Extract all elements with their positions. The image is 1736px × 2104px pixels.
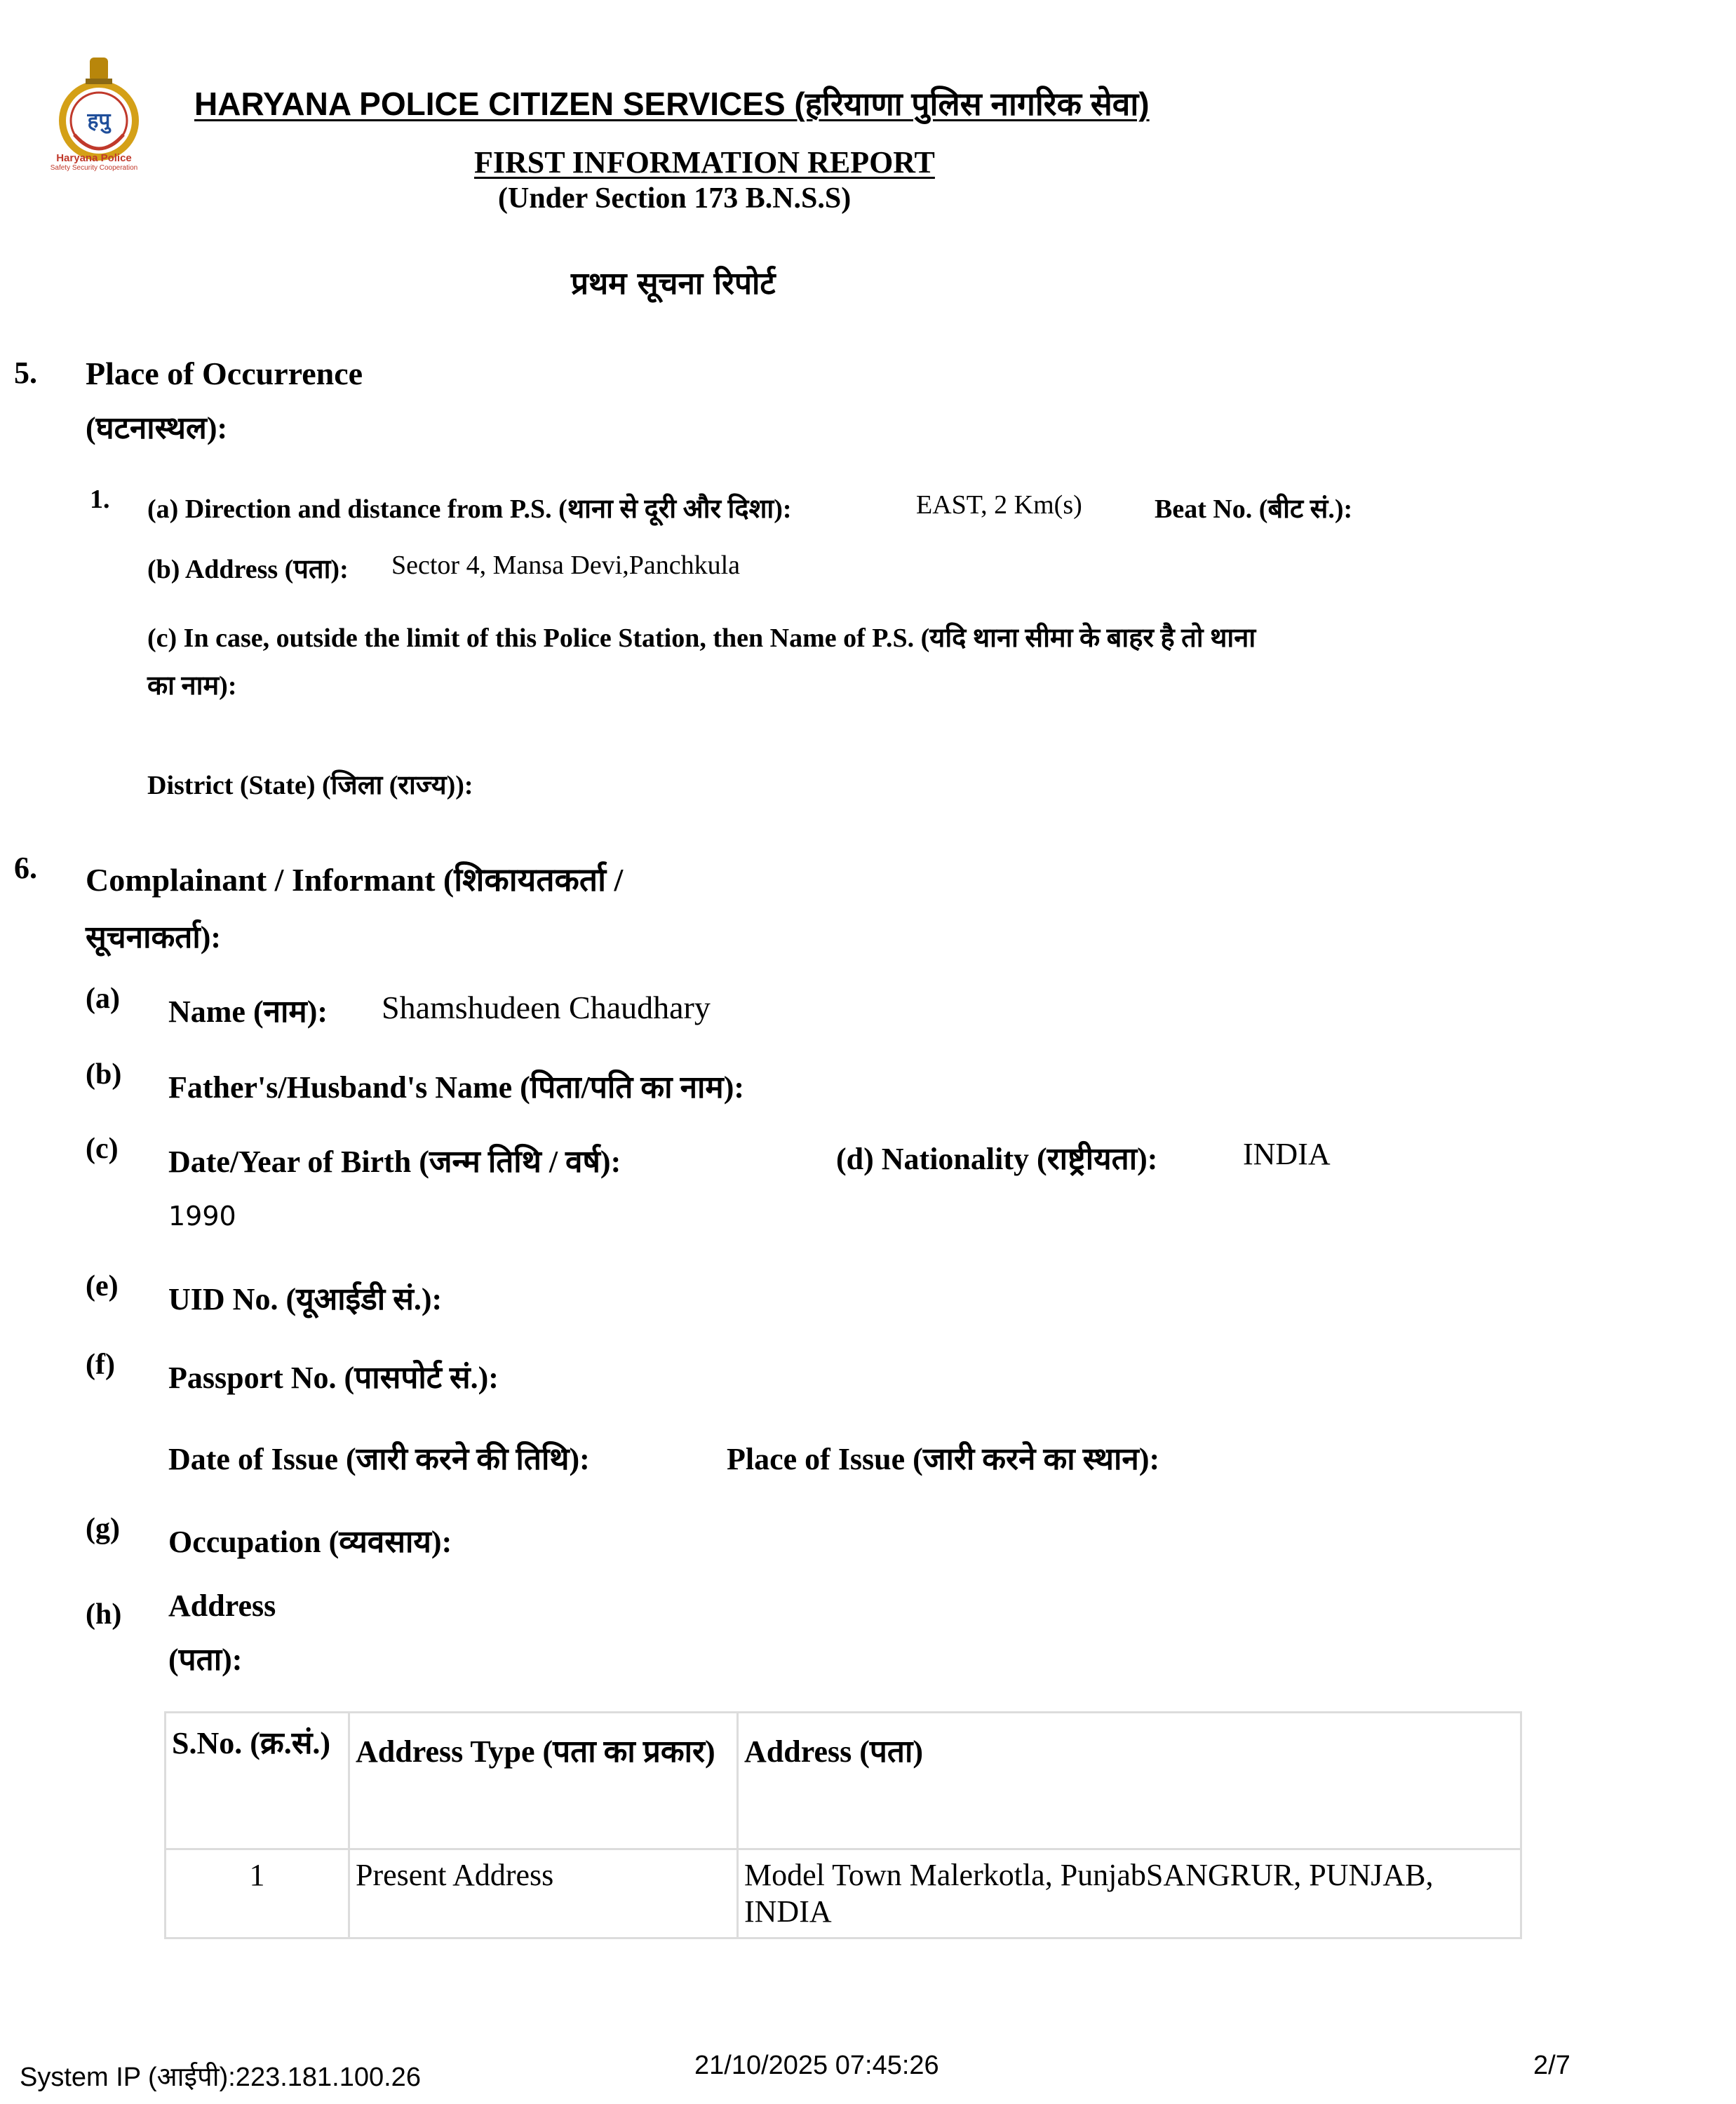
name-value: Shamshudeen Chaudhary — [382, 990, 711, 1025]
table-header-sno: S.No. (क्र.सं.) — [166, 1713, 349, 1849]
footer-system-ip: System IP (आईपी):223.181.100.26 — [20, 2063, 421, 2092]
uid-label: UID No. (यूआईडी सं.): — [168, 1282, 443, 1316]
father-name-label: Father's/Husband's Name (पिता/पति का नाम): — [168, 1070, 744, 1105]
address-table — [164, 1711, 1522, 1939]
field-letter-c: (c) — [86, 1133, 119, 1165]
footer-timestamp: 21/10/2025 07:45:26 — [694, 2051, 939, 2080]
table-cell-sno: 1 — [166, 1849, 349, 1938]
address-value: Sector 4, Mansa Devi,Panchkula — [391, 551, 741, 580]
page-title: HARYANA POLICE CITIZEN SERVICES (हरियाणा पुलिस नागरिक सेवा) — [194, 86, 1150, 122]
section5-number: 5. — [14, 356, 37, 390]
table-header-type: Address Type (पता का प्रकार) — [349, 1713, 738, 1849]
occupation-label: Occupation (व्यवसाय): — [168, 1525, 452, 1559]
logo-caption: Haryana Police — [56, 152, 132, 164]
outside-ps-label-cont: का नाम): — [147, 671, 237, 701]
dob-value: 1990 — [168, 1201, 236, 1232]
field-letter-e: (e) — [86, 1270, 119, 1302]
section5-heading: Place of Occurrence — [86, 356, 363, 391]
direction-value: EAST, 2 Km(s) — [916, 490, 1082, 520]
field-letter-h: (h) — [86, 1598, 122, 1631]
report-title-hindi: प्रथम सूचना रिपोर्ट — [571, 266, 776, 302]
table-cell-address: Model Town Malerkotla, PunjabSANGRUR, PUNJAB, INDIA — [738, 1849, 1521, 1938]
beat-label: Beat No. (बीट सं.): — [1155, 494, 1353, 524]
nationality-value: INDIA — [1243, 1137, 1331, 1171]
footer-page-number: 2/7 — [1533, 2051, 1570, 2080]
outside-ps-label: (c) In case, outside the limit of this Police Station, then Name of P.S. (यदि थाना सीमा के बाहर है तो थाना — [147, 623, 1256, 653]
logo-tagline: Safety Security Cooperation — [50, 164, 138, 172]
issue-date-label: Date of Issue (जारी करने की तिथि): — [168, 1442, 590, 1476]
address-h-label-cont: (पता): — [168, 1643, 243, 1677]
field-letter-f: (f) — [86, 1349, 115, 1381]
name-label: Name (नाम): — [168, 994, 328, 1029]
table-row — [166, 1849, 1521, 1938]
district-label: District (State) (जिला (राज्य)): — [147, 771, 473, 800]
nationality-label: (d) Nationality (राष्ट्रीयता): — [836, 1142, 1158, 1176]
field-letter-b: (b) — [86, 1058, 122, 1091]
section5-heading-hindi: (घटनास्थल): — [86, 411, 228, 445]
direction-label: (a) Direction and distance from P.S. (थाना से दूरी और दिशा): — [147, 494, 792, 524]
logo-emblem-text: हपु — [87, 109, 111, 133]
issue-place-label: Place of Issue (जारी करने का स्थान): — [727, 1442, 1160, 1476]
report-title: FIRST INFORMATION REPORT — [474, 145, 935, 180]
table-header-address: Address (पता) — [738, 1713, 1521, 1849]
table-cell-type: Present Address — [349, 1849, 738, 1938]
section6-heading: Complainant / Informant (शिकायतकर्ता / — [86, 862, 624, 898]
section6-heading-cont: सूचनाकर्ता): — [86, 920, 222, 955]
field-letter-g: (g) — [86, 1513, 120, 1545]
table-header-row — [166, 1713, 1521, 1849]
passport-label: Passport No. (पासपोर्ट सं.): — [168, 1361, 499, 1395]
field-letter-a: (a) — [86, 983, 120, 1015]
address-label: (b) Address (पता): — [147, 555, 349, 584]
section5-item-number: 1. — [90, 485, 110, 514]
report-subtitle: (Under Section 173 B.N.S.S) — [498, 182, 852, 215]
section6-number: 6. — [14, 851, 37, 885]
dob-label: Date/Year of Birth (जन्म तिथि / वर्ष): — [168, 1145, 621, 1179]
address-h-label: Address — [168, 1589, 276, 1623]
